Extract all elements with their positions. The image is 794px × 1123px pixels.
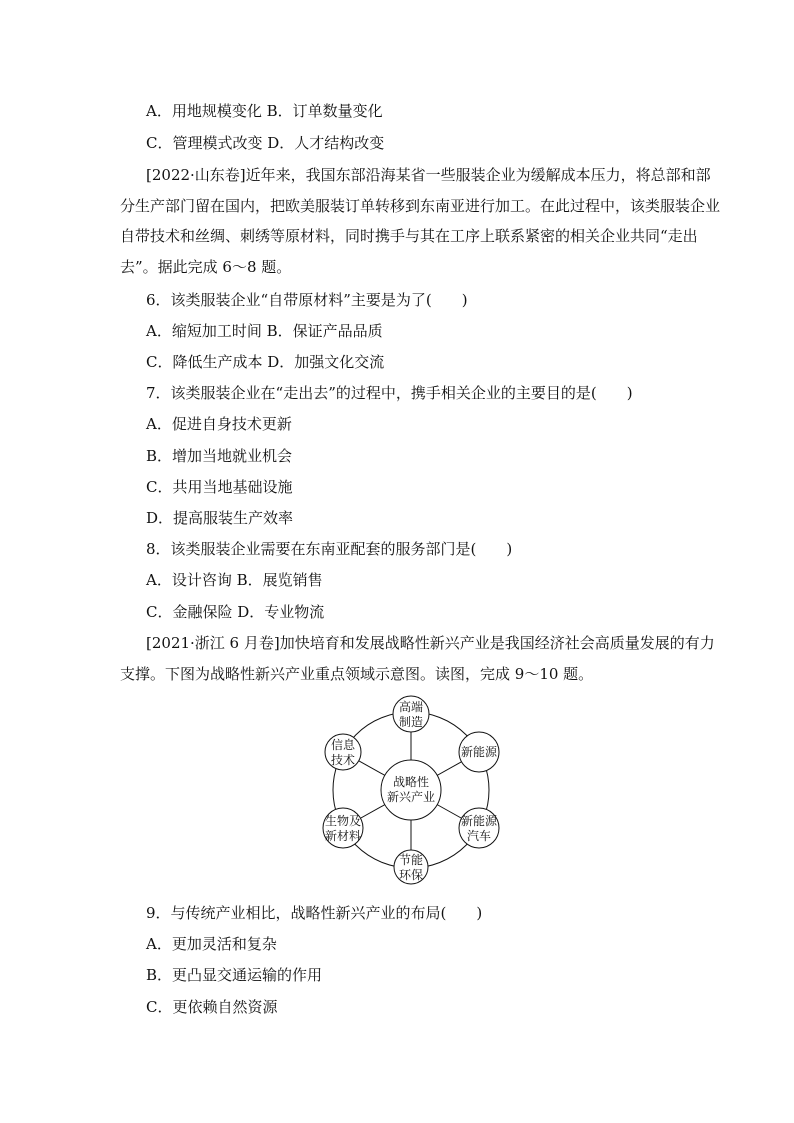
node-high-end-manufacturing [393, 696, 429, 732]
node-label: 汽车 [466, 829, 492, 843]
passage-2-line-2: 支撑。下图为战略性新兴产业重点领域示意图。读图，完成 9～10 题。 [120, 665, 594, 683]
node-label: 新能源 [460, 814, 498, 828]
node-label: 信息 [330, 738, 356, 752]
node-new-energy [459, 732, 499, 772]
q9-option-c: C．更依赖自然资源 [146, 998, 278, 1016]
center-label-line-2: 新兴产业 [386, 790, 436, 804]
node-information-technology [325, 734, 361, 770]
q8-options-ab: A．设计咨询 B．展览销售 [146, 571, 323, 589]
node-label: 新能源 [460, 745, 498, 759]
q5-options-ab: A．用地规模变化 B．订单数量变化 [146, 102, 383, 120]
question-9: 9．与传统产业相比，战略性新兴产业的布局( ) [146, 904, 483, 922]
passage-1-line-3: 自带技术和丝绸、刺绣等原材料，同时携手与其在工序上联系紧密的相关企业共同“走出 [120, 227, 698, 245]
node-label: 高端 [398, 700, 424, 714]
q7-option-b: B．增加当地就业机会 [146, 447, 293, 465]
question-6: 6．该类服装企业“自带原材料”主要是为了( ) [146, 291, 468, 309]
question-7: 7．该类服装企业在“走出去”的过程中，携手相关企业的主要目的是( ) [146, 384, 633, 402]
q7-option-c: C．共用当地基础设施 [146, 478, 293, 496]
q9-option-b: B．更凸显交通运输的作用 [146, 966, 323, 984]
q7-option-a: A．促进自身技术更新 [146, 415, 292, 433]
passage-1-line-1: [2022·山东卷]近年来，我国东部沿海某省一些服装企业为缓解成本压力，将总部和部 [146, 166, 711, 184]
passage-1-line-4: 去”。据此完成 6～8 题。 [120, 258, 292, 276]
q6-options-ab: A．缩短加工时间 B．保证产品品质 [146, 322, 383, 340]
q7-option-d: D．提高服装生产效率 [146, 509, 294, 527]
center-label-line-1: 战略性 [392, 775, 430, 789]
node-energy-saving [394, 850, 428, 884]
strategic-industries-diagram [318, 695, 504, 885]
node-label: 新材料 [324, 829, 362, 843]
q9-option-a: A．更加灵活和复杂 [146, 935, 277, 953]
node-label: 制造 [398, 715, 424, 729]
passage-1-line-2: 分生产部门留在国内，把欧美服装订单转移到东南亚进行加工。在此过程中，该类服装企业 [120, 197, 721, 215]
q6-options-cd: C．降低生产成本 D．加强文化交流 [146, 353, 385, 371]
node-label: 环保 [398, 868, 424, 882]
node-label: 生物及 [324, 814, 362, 828]
passage-2-line-1: [2021·浙江 6 月卷]加快培育和发展战略性新兴产业是我国经济社会高质量发展的有力 [146, 634, 715, 652]
q5-options-cd: C．管理模式改变 D．人才结构改变 [146, 134, 385, 152]
q8-options-cd: C．金融保险 D．专业物流 [146, 603, 325, 621]
node-new-energy-vehicles [459, 808, 499, 848]
node-biotech-materials [323, 808, 363, 848]
question-8: 8．该类服装企业需要在东南亚配套的服务部门是( ) [146, 540, 513, 558]
node-label: 技术 [330, 753, 356, 767]
node-label: 节能 [398, 853, 424, 867]
